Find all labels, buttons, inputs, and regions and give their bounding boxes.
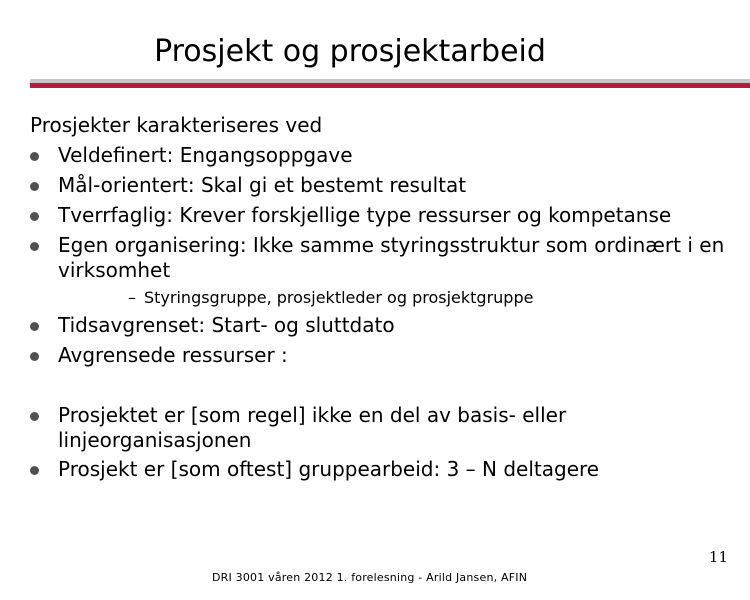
bullet-text: Prosjektet er [som regel] ikke en del av basis- eller linjeorganisasjonen bbox=[58, 403, 567, 452]
bullet-icon bbox=[30, 322, 39, 331]
list-item bbox=[30, 457, 730, 482]
bullet-icon bbox=[30, 412, 39, 421]
bullet-list-2 bbox=[30, 313, 730, 368]
list-item bbox=[30, 143, 730, 168]
bullet-icon bbox=[30, 152, 39, 161]
slide-footer: DRI 3001 våren 2012 1. forelesning - Arild Jansen, AFIN bbox=[212, 571, 528, 584]
intro-text: Prosjekter karakteriseres ved bbox=[30, 113, 323, 137]
bullet-text: Mål-orientert: Skal gi et bestemt resultat bbox=[58, 173, 467, 197]
bullet-icon bbox=[30, 466, 39, 475]
list-item bbox=[30, 343, 730, 368]
bullet-icon bbox=[30, 212, 39, 221]
bullet-icon bbox=[30, 182, 39, 191]
slide-title: Prosjekt og prosjektarbeid bbox=[154, 34, 546, 69]
bullet-list-1 bbox=[30, 143, 730, 283]
bullet-icon bbox=[30, 242, 39, 251]
title-divider bbox=[30, 79, 750, 88]
divider-red-band bbox=[30, 83, 750, 88]
list-item bbox=[30, 233, 730, 283]
dash-icon: – bbox=[128, 288, 136, 307]
bullet-text: Veldefinert: Engangsoppgave bbox=[58, 143, 353, 167]
list-item bbox=[30, 313, 730, 338]
sub-bullet bbox=[128, 288, 730, 308]
bullet-text: Tidsavgrenset: Start- og sluttdato bbox=[58, 313, 395, 337]
bullet-text: Tverrfaglig: Krever forskjellige type ressurser og kompetanse bbox=[58, 203, 672, 227]
bullet-icon bbox=[30, 352, 39, 361]
list-item bbox=[30, 173, 730, 198]
slide-body bbox=[30, 113, 730, 486]
bullet-list-3 bbox=[30, 403, 730, 482]
sub-bullet-text: Styringsgruppe, prosjektleder og prosjektgruppe bbox=[144, 288, 534, 307]
bullet-text: Avgrensede ressurser : bbox=[58, 343, 288, 367]
page-number: 11 bbox=[708, 548, 728, 566]
list-item bbox=[30, 203, 730, 228]
bullet-text: Prosjekt er [som oftest] gruppearbeid: 3 – N deltagere bbox=[58, 457, 600, 481]
list-item bbox=[30, 403, 730, 453]
bullet-text: Egen organisering: Ikke samme styringsstruktur som ordinært i en virksomhet bbox=[58, 233, 725, 282]
spacer bbox=[30, 373, 730, 403]
